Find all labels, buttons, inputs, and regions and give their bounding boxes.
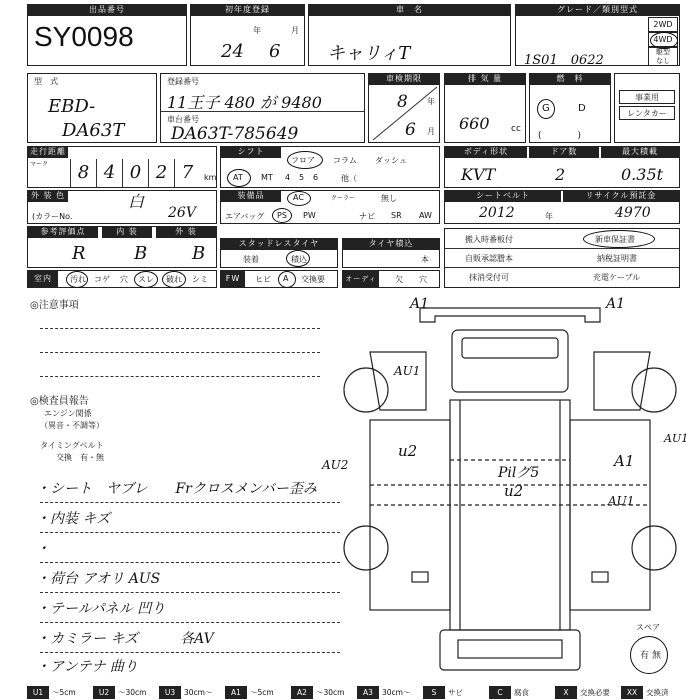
exterior-grade: B: [192, 243, 206, 264]
shift-box: [220, 146, 440, 188]
notes-rule-1: [40, 328, 320, 329]
drive-none-label: なし: [656, 57, 670, 65]
cooler-label: クーラー: [331, 195, 356, 202]
notes-rule-3: [40, 376, 320, 377]
rear-panel: [440, 630, 580, 670]
score-value: R: [72, 243, 86, 264]
documents-box: [444, 228, 680, 288]
recycle-label: リサイクル預託金: [563, 191, 679, 202]
shift-6: 6: [313, 173, 319, 182]
scores-box: [27, 226, 217, 268]
legend-value: ～30cm: [118, 688, 147, 697]
yes-text: 有: [80, 453, 88, 462]
wheel-front-right: [632, 368, 676, 412]
cc-label: cc: [511, 124, 521, 134]
business-use: 事業用: [619, 90, 675, 104]
scratch-label: スレ: [138, 275, 154, 284]
drive-type-label: 駆型: [656, 48, 670, 56]
ann-pillar: Pilグ5: [498, 465, 540, 481]
mileage-digit-4: 2: [148, 159, 174, 187]
model-line2: DA63T: [62, 120, 125, 141]
notes-rule-2: [40, 352, 320, 353]
scratch-circle: [134, 271, 158, 288]
shift-floor: フロア: [291, 156, 315, 165]
fuel-g: G: [542, 103, 550, 114]
body-box: [444, 146, 680, 188]
reg-no: 11王子 480 が 9480: [167, 93, 322, 112]
body-label: ボディ形状: [445, 147, 527, 158]
tire-load-label: タイヤ積込: [343, 239, 439, 250]
tax: 納税証明書: [597, 254, 637, 263]
spare-label: スペア: [636, 623, 660, 632]
remark-rule: [40, 652, 340, 653]
legend-value: 30cm～: [382, 688, 411, 697]
seatbelt-value: 2012: [479, 205, 515, 221]
legend-key: A3: [357, 686, 379, 699]
shift-5: 5: [299, 173, 305, 182]
doc-rule-2: [445, 267, 679, 268]
ann-u2-center: u2: [504, 482, 524, 500]
rental-car: レンタカー: [619, 106, 675, 120]
first-reg-label: 初年度登録: [191, 5, 304, 16]
first-reg-year: 24: [221, 41, 244, 62]
equipment-box: [220, 190, 440, 224]
timing-exchange: 交換 有・無: [56, 453, 104, 462]
insp-month: 6: [405, 120, 416, 140]
ann-a1-right: A1: [606, 296, 626, 312]
interior-grade: B: [134, 243, 148, 264]
ann-au1-left: AU1: [394, 364, 421, 378]
legend-value: 30cm～: [184, 688, 213, 697]
no-text: 無: [96, 453, 104, 462]
ref-score-label: 参考評価点: [28, 227, 98, 238]
model-label: 型 式: [34, 77, 58, 86]
interior-label: 内 装: [102, 227, 152, 238]
mark-label: マーク: [30, 161, 49, 168]
ann-a1-mid: A1: [614, 452, 635, 470]
legend-key: U1: [27, 686, 49, 699]
displacement-value: 660: [459, 114, 490, 133]
right-front-panel: [594, 352, 650, 410]
loaded-label: 積込: [291, 255, 307, 264]
shift-mt: MT: [261, 173, 273, 182]
spare-none: 無: [652, 651, 662, 661]
shift-4: 4: [285, 173, 291, 182]
interior-cond-box: [27, 270, 217, 288]
studless-box: [220, 238, 338, 268]
import-plate: 搬入時番板付: [465, 235, 513, 244]
year-label: 年: [253, 26, 261, 35]
inspection-label: 車検期限: [369, 74, 439, 85]
remark-rule: [40, 502, 340, 503]
hole2-label: 穴: [419, 275, 427, 284]
inspector-heading: ◎検査員報告: [30, 396, 89, 407]
car-name: キャリィT: [327, 43, 411, 64]
tire-load-box: [342, 238, 440, 268]
maxload-value: 0.35t: [621, 165, 664, 184]
shift-column: コラム: [333, 156, 357, 165]
color-label: 外 装 色: [28, 191, 68, 202]
rear-window: [458, 640, 562, 658]
remark-rule: [40, 562, 340, 563]
grade-box: [515, 4, 680, 66]
doors-label: ドア数: [529, 147, 599, 158]
cancel: 抹消受付可: [469, 273, 509, 282]
insp-year-label: 年: [427, 97, 435, 106]
ac-label: AC: [293, 193, 304, 202]
cargo-bed: [450, 400, 570, 630]
self-reg: 自販承認謄本: [465, 254, 513, 263]
engine-sub: （異音・不調等）: [40, 421, 104, 430]
insp-slash: [369, 85, 439, 142]
remark-line: ・荷台 アオリ AUS: [36, 571, 161, 587]
usage-box: [614, 73, 680, 143]
mileage-digit-5: 7: [174, 159, 200, 187]
lot-number-label: 出品番号: [28, 5, 186, 16]
remark-rule: [40, 622, 340, 623]
seatbelt-label: シートベルト: [445, 191, 561, 202]
equipment-label: 装備品: [221, 191, 281, 202]
hon-label: 本: [421, 255, 429, 264]
color-value: 白: [128, 192, 145, 211]
displacement-label: 排 気 量: [445, 74, 525, 85]
lot-number: SY0098: [34, 21, 134, 52]
interior-cond-label: 室内: [28, 271, 58, 287]
legend-value: 腐食: [514, 688, 529, 697]
mileage-box: [27, 146, 217, 188]
car-name-box: [308, 4, 511, 66]
studless-label: スタッドレスタイヤ: [221, 239, 337, 250]
shift-floor-circle: [287, 151, 323, 169]
legend-key: A2: [291, 686, 313, 699]
body-value: KVT: [461, 165, 496, 184]
wheel-rear-left: [344, 526, 388, 570]
sr-label: SR: [391, 211, 402, 220]
grade-label: グレード／類別型式: [516, 5, 679, 16]
remark-line: ・: [36, 541, 50, 557]
front-bumper: [420, 308, 600, 322]
legend-key: U2: [93, 686, 115, 699]
legend-value: サビ: [448, 688, 463, 697]
mileage-digit-3: 0: [122, 159, 148, 187]
legend-value: ～30cm: [316, 688, 345, 697]
airbag-label: エアバッグ: [225, 212, 265, 221]
damage-legend: [27, 686, 687, 700]
windshield: [462, 338, 558, 358]
shift-at: AT: [233, 173, 243, 182]
legend-value: 交換済: [646, 688, 669, 697]
shift-at-circle: [227, 169, 251, 187]
legend-key: C: [489, 686, 511, 699]
crack-label: ヒビ: [255, 275, 271, 284]
legend-key: U3: [159, 686, 181, 699]
recycle-value: 4970: [615, 205, 651, 221]
remark-rule: [40, 592, 340, 593]
none-label: 無し: [381, 194, 397, 203]
engine-label: エンジン関係: [44, 409, 92, 418]
mileage-digits: [70, 159, 220, 187]
right-bed-side: [570, 420, 650, 610]
fuel-g-circle: [537, 99, 555, 119]
legend-value: ～5cm: [250, 688, 274, 697]
maxload-label: 最大積載: [601, 147, 679, 158]
break-label: 破れ: [166, 275, 182, 284]
chassis-no: DA63T-785649: [171, 124, 299, 144]
aw-label: AW: [419, 211, 432, 220]
wheel-rear-right: [632, 526, 676, 570]
mileage-label: 走行距離: [30, 147, 66, 156]
color-code: 26V: [168, 205, 196, 221]
charge-cable: 充電ケーブル: [593, 273, 641, 282]
four-wd: 4WD: [648, 32, 678, 47]
warranty-circle: [583, 230, 655, 248]
dirt-circle: [66, 271, 88, 288]
first-reg-month: 6: [269, 41, 281, 62]
ann-au2: AU2: [322, 458, 349, 472]
legend-key: S: [423, 686, 445, 699]
remarks-list: [36, 470, 356, 680]
fw-label: FW: [221, 271, 245, 287]
cab-roof: [452, 330, 568, 392]
dirt-label: 汚れ: [70, 275, 86, 284]
break-circle: [162, 271, 186, 288]
model-box: [27, 73, 157, 143]
exchange-text: 交換: [56, 453, 72, 462]
remark-line: ・テールパネル 凹り: [36, 601, 166, 617]
stain-label: シミ: [192, 275, 208, 284]
ps-label: PS: [277, 211, 287, 220]
missing-label: 欠: [395, 275, 403, 284]
mileage-digit-2: 4: [96, 159, 122, 187]
spare-yes: 有: [640, 651, 650, 661]
notes-heading: ◎注意事項: [30, 300, 79, 311]
remark-line: ・アンテナ 曲り: [36, 659, 138, 675]
left-front-panel: [370, 352, 426, 410]
grade-value: 1S01 0622: [524, 53, 604, 68]
reg-no-label: 登録番号: [167, 77, 199, 86]
two-wd: 2WD: [648, 17, 678, 32]
inspection-box: [368, 73, 440, 143]
seatbelt-year: 年: [545, 212, 553, 221]
hole-label: 穴: [120, 275, 128, 284]
reg-divider: [161, 111, 364, 112]
month-label: 月: [291, 26, 299, 35]
shift-label: シフト: [221, 147, 281, 158]
exterior-label: 外 装: [156, 227, 216, 238]
km-label: km: [204, 173, 217, 182]
fuel-box: [529, 73, 611, 143]
fuel-paren: ( ): [538, 131, 582, 141]
fw-box: [220, 270, 338, 288]
displacement-box: [444, 73, 526, 143]
chassis-label: 車台番号: [167, 115, 199, 124]
drive-none: [648, 47, 678, 66]
car-name-label: 車 名: [309, 5, 510, 16]
color-box: [27, 190, 217, 224]
ann-u2-left: u2: [398, 442, 418, 460]
insp-month-label: 月: [427, 127, 435, 136]
legend-key: X: [555, 686, 577, 699]
model-line1: EBD-: [48, 96, 96, 117]
pw-label: PW: [303, 211, 316, 220]
fuel-label: 燃 料: [530, 74, 610, 85]
audio-label: オーディオ: [343, 271, 379, 287]
ann-au1-far: AU1: [664, 432, 689, 445]
timing-label: タイミングベルト: [40, 441, 104, 450]
mounted-label: 装着: [243, 255, 259, 264]
remark-rule: [40, 532, 340, 533]
insp-year: 8: [397, 92, 408, 112]
remark-line: ・カミラー キズ 各AV: [36, 631, 214, 647]
remark-line: ・内装 キズ: [36, 511, 111, 527]
ann-au1-right: AU1: [608, 494, 635, 508]
legend-value: ～5cm: [52, 688, 76, 697]
audio-box: [342, 270, 440, 299]
shift-other: 他（: [341, 174, 357, 183]
lot-number-box: [27, 4, 187, 66]
burn-label: コゲ: [94, 275, 110, 284]
warranty: 新車保証書: [595, 235, 635, 244]
a-mark: A: [283, 274, 289, 283]
fuel-d: D: [578, 103, 586, 114]
color-no-label: (カラーNo.: [32, 212, 73, 221]
doors-value: 2: [555, 165, 566, 184]
legend-key: A1: [225, 686, 247, 699]
legend-value: 交換必要: [580, 688, 610, 697]
a-mark-circle: [278, 271, 296, 288]
mileage-digit-1: 8: [70, 159, 96, 187]
ac-circle: [287, 191, 311, 206]
registration-box: [160, 73, 365, 143]
ann-a1-left: A1: [410, 296, 430, 312]
loaded-circle: [286, 250, 310, 267]
legend-key: XX: [621, 686, 643, 699]
replace-label: 交換要: [301, 275, 325, 284]
doc-rule-1: [445, 248, 679, 249]
navi-label: ナビ: [359, 212, 375, 221]
seatbelt-recycle-box: [444, 190, 680, 224]
wheel-front-left: [344, 368, 388, 412]
remark-line: ・シート ヤブレ Frクロスメンバー歪み: [36, 481, 317, 497]
ps-circle: [272, 208, 292, 223]
first-registration-box: [190, 4, 305, 66]
shift-dash: ダッシュ: [375, 156, 407, 165]
